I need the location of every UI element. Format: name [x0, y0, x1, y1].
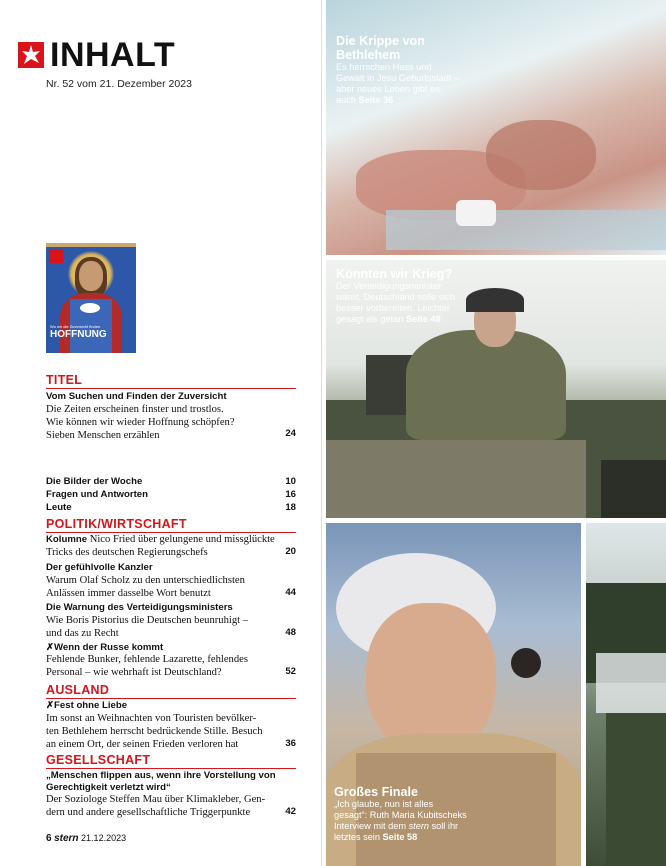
page-number: 16: [285, 489, 296, 500]
stern-logo-icon: [18, 42, 44, 68]
toc-item-fragen[interactable]: Fragen und Antworten: [46, 489, 148, 500]
page-footer: [46, 833, 126, 844]
section-gesellschaft: GESELLSCHAFT: [46, 753, 151, 767]
toc-item-bilder[interactable]: Die Bilder der Woche: [46, 476, 143, 487]
stern-mark-icon: ✗: [46, 700, 55, 711]
section-politik: POLITIK/WIRTSCHAFT: [46, 517, 187, 531]
page-number: 42: [285, 806, 296, 817]
dove-icon: [80, 303, 100, 313]
stern-mark-icon: ✗: [46, 642, 55, 653]
cover-subtitle: Wo wir die Zuversicht finden: [50, 324, 101, 329]
footer-date: 21.12.2023: [81, 833, 127, 843]
issue-info: Nr. 52 vom 21. Dezember 2023: [46, 78, 192, 90]
cover-logo-icon: [49, 249, 63, 263]
page-number: 36: [285, 738, 296, 749]
page-title: INHALT: [50, 36, 176, 74]
titel-headline[interactable]: Vom Suchen und Finden der Zuversicht: [46, 391, 227, 402]
cover-thumbnail[interactable]: [46, 243, 136, 353]
column-divider: [321, 0, 322, 866]
divider: [46, 768, 296, 769]
ausland-headline[interactable]: ✗Fest ohne Liebe: [46, 700, 128, 711]
russe-headline[interactable]: ✗Wenn der Russe kommt: [46, 642, 164, 653]
page-number: 24: [285, 428, 296, 439]
photo-krieg[interactable]: [326, 260, 666, 518]
photo-landscape[interactable]: [586, 523, 666, 866]
titel-text: Die Zeiten erscheinen finster und trostlos. Wie können wir wieder Hoffnung schöpfen? Sieben Menschen erzählen: [46, 404, 235, 441]
kanzler-text: Warum Olaf Scholz zu den unterschiedlichsten Anlässen immer dasselbe Wort benutzt: [46, 575, 245, 599]
page-number: 52: [285, 666, 296, 677]
ausland-text: Im sonst an Weihnachten von Touristen bevölker- ten Bethlehem herrscht bedrückende Stille. Besuch an einem Ort, der seinen Frieden verloren hat: [46, 713, 263, 750]
photo-finale[interactable]: [326, 523, 581, 866]
footer-page: 6: [46, 833, 52, 844]
divider: [46, 388, 296, 389]
cover-title: HOFFNUNG: [50, 329, 107, 340]
krieg-caption: Könnten wir Krieg? Der Verteidigungsminister warnt, Deutschland solle sich besser vorbereiten. Leichter gesagt als getan Seite 48: [336, 267, 455, 324]
photo-krippe[interactable]: [326, 0, 666, 255]
divider: [46, 698, 296, 699]
toc-item-leute[interactable]: Leute: [46, 502, 72, 513]
warnung-text: Wie Boris Pistorius die Deutschen beunruhigt – und das zu Recht: [46, 615, 249, 639]
gesellschaft-headline[interactable]: „Menschen flippen aus, wenn ihre Vorstellung von Gerechtigkeit verletzt wird“: [46, 770, 276, 793]
section-ausland: AUSLAND: [46, 683, 110, 697]
russe-text: Fehlende Bunker, fehlende Lazarette, fehlendes Personal – wie wehrhaft ist Deutschland?: [46, 654, 248, 678]
finale-caption: Großes Finale „Ich glaube, nun ist alles gesagt“: Ruth Maria Kubitscheks Interview mit dem stern soll ihr letztes sein Seite 58: [334, 785, 467, 842]
krippe-caption: Die Krippe von Bethlehem Es herrschen Hass und Gewalt in Jesu Geburtsstadt – aber neues Leben gibt es auch Seite 36: [336, 34, 460, 105]
page-number: 10: [285, 476, 296, 487]
gesellschaft-text: Der Soziologe Steffen Mau über Klimakleber, Gen- dern und andere gesellschaftliche Triggerpunkte: [46, 794, 266, 818]
footer-brand: stern: [54, 833, 79, 844]
kolumne-text[interactable]: Kolumne Nico Fried über gelungene und missglückte Tricks des deutschen Regierungschefs: [46, 534, 275, 558]
page-number: 48: [285, 627, 296, 638]
warnung-headline[interactable]: Die Warnung des Verteidigungsministers: [46, 602, 233, 613]
section-titel: TITEL: [46, 373, 83, 387]
page-number: 20: [285, 546, 296, 557]
page-number: 18: [285, 502, 296, 513]
page-number: 44: [285, 587, 296, 598]
kanzler-headline[interactable]: Der gefühlvolle Kanzler: [46, 562, 153, 573]
